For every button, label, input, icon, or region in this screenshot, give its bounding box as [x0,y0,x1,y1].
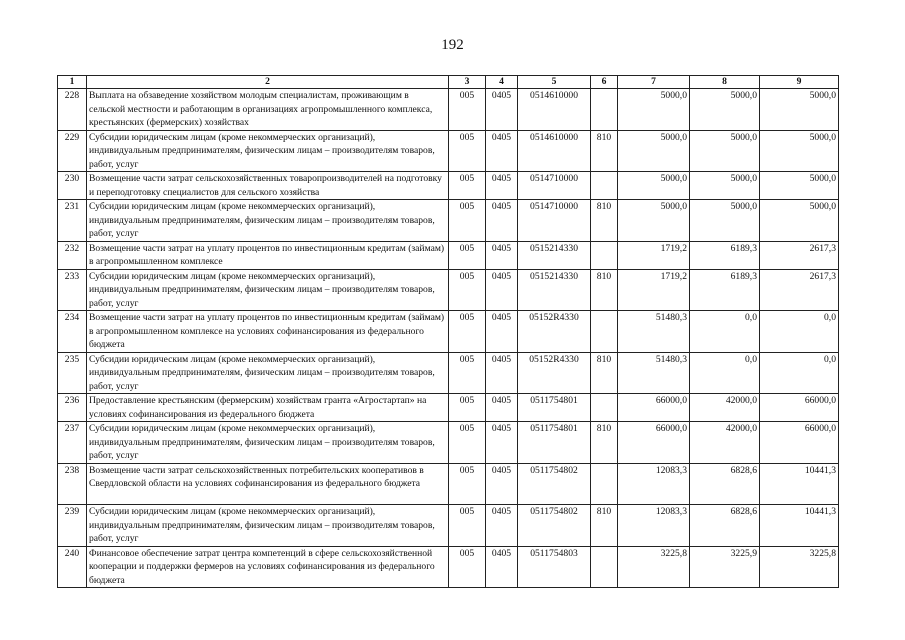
target-article-cell: 0511754802 [518,505,591,547]
section-code-cell: 0405 [486,89,518,131]
column-header-9: 9 [760,76,839,89]
table-row [58,394,839,422]
amount-col7-cell: 5000,0 [618,200,690,242]
amount-col7-cell: 12083,3 [618,463,690,505]
table-row [58,311,839,353]
amount-col7-cell: 1719,2 [618,241,690,269]
amount-col8-cell: 6828,6 [690,505,760,547]
amount-col7-cell: 66000,0 [618,422,690,464]
row-number-cell: 231 [58,200,87,242]
row-number-cell: 235 [58,352,87,394]
ministry-code-cell: 005 [449,352,486,394]
table-row [58,269,839,311]
table-row [58,422,839,464]
expenditure-name-cell: Финансовое обеспечение затрат центра компетенций в сфере сельскохозяйственной кооперации и поддержки фермеров на условиях софинансирования из федерального бюджета [87,546,449,588]
expenditure-name-cell: Возмещение части затрат сельскохозяйственных потребительских кооперативов в Свердловской области на условиях софинансирования из федерального бюджета [87,463,449,505]
expenditure-name-cell: Возмещение части затрат сельскохозяйственных товаропроизводителей на подготовку и переподготовку специалистов для сельского хозяйства [87,172,449,200]
amount-col7-cell: 5000,0 [618,89,690,131]
section-code-cell: 0405 [486,546,518,588]
expense-type-cell: 810 [591,200,618,242]
table-row [58,463,839,505]
expense-type-cell [591,463,618,505]
amount-col8-cell: 5000,0 [690,130,760,172]
section-code-cell: 0405 [486,352,518,394]
table-row [58,200,839,242]
amount-col8-cell: 0,0 [690,311,760,353]
expense-type-cell [591,89,618,131]
row-number-cell: 228 [58,89,87,131]
amount-col9-cell: 66000,0 [760,422,839,464]
target-article-cell: 05152R4330 [518,311,591,353]
table-header-row [58,76,839,89]
ministry-code-cell: 005 [449,241,486,269]
section-code-cell: 0405 [486,200,518,242]
amount-col9-cell: 2617,3 [760,269,839,311]
table-row [58,546,839,588]
target-article-cell: 0515214330 [518,269,591,311]
amount-col7-cell: 3225,8 [618,546,690,588]
amount-col8-cell: 0,0 [690,352,760,394]
column-header-2: 2 [87,76,449,89]
target-article-cell: 0514610000 [518,130,591,172]
amount-col7-cell: 51480,3 [618,311,690,353]
section-code-cell: 0405 [486,269,518,311]
ministry-code-cell: 005 [449,463,486,505]
expenditure-name-cell: Возмещение части затрат на уплату процентов по инвестиционным кредитам (займам) в агропромышленном комплексе на условиях софинансирования из федерального бюджета [87,311,449,353]
amount-col7-cell: 66000,0 [618,394,690,422]
row-number-cell: 229 [58,130,87,172]
amount-col9-cell: 5000,0 [760,130,839,172]
target-article-cell: 05152R4330 [518,352,591,394]
section-code-cell: 0405 [486,505,518,547]
amount-col9-cell: 0,0 [760,311,839,353]
amount-col8-cell: 6828,6 [690,463,760,505]
target-article-cell: 0514610000 [518,89,591,131]
expenditure-name-cell: Субсидии юридическим лицам (кроме некоммерческих организаций), индивидуальным предпринимателям, физическим лицам – производителям товаров, работ, услуг [87,505,449,547]
expenditure-name-cell: Возмещение части затрат на уплату процентов по инвестиционным кредитам (займам) в агропромышленном комплексе [87,241,449,269]
expenditure-name-cell: Субсидии юридическим лицам (кроме некоммерческих организаций), индивидуальным предпринимателям, физическим лицам – производителям товаров, работ, услуг [87,422,449,464]
amount-col8-cell: 42000,0 [690,422,760,464]
ministry-code-cell: 005 [449,546,486,588]
row-number-cell: 239 [58,505,87,547]
ministry-code-cell: 005 [449,130,486,172]
expense-type-cell: 810 [591,130,618,172]
section-code-cell: 0405 [486,130,518,172]
row-number-cell: 238 [58,463,87,505]
column-header-6: 6 [591,76,618,89]
section-code-cell: 0405 [486,311,518,353]
amount-col8-cell: 5000,0 [690,172,760,200]
amount-col9-cell: 66000,0 [760,394,839,422]
ministry-code-cell: 005 [449,89,486,131]
amount-col9-cell: 10441,3 [760,463,839,505]
target-article-cell: 0511754802 [518,463,591,505]
row-number-cell: 234 [58,311,87,353]
table-row [58,352,839,394]
amount-col9-cell: 3225,8 [760,546,839,588]
table-row [58,89,839,131]
expense-type-cell [591,311,618,353]
column-header-7: 7 [618,76,690,89]
target-article-cell: 0511754801 [518,394,591,422]
expenditure-name-cell: Субсидии юридическим лицам (кроме некоммерческих организаций), индивидуальным предпринимателям, физическим лицам – производителям товаров, работ, услуг [87,200,449,242]
amount-col8-cell: 42000,0 [690,394,760,422]
expense-type-cell: 810 [591,352,618,394]
amount-col8-cell: 5000,0 [690,200,760,242]
expense-type-cell [591,546,618,588]
column-header-4: 4 [486,76,518,89]
target-article-cell: 0514710000 [518,172,591,200]
target-article-cell: 0511754803 [518,546,591,588]
section-code-cell: 0405 [486,463,518,505]
expenditure-name-cell: Предоставление крестьянским (фермерским) хозяйствам гранта «Агростартап» на условиях софинансирования из федерального бюджета [87,394,449,422]
expenditure-name-cell: Субсидии юридическим лицам (кроме некоммерческих организаций), индивидуальным предпринимателям, физическим лицам – производителям товаров, работ, услуг [87,130,449,172]
table-row [58,172,839,200]
section-code-cell: 0405 [486,172,518,200]
row-number-cell: 237 [58,422,87,464]
row-number-cell: 236 [58,394,87,422]
ministry-code-cell: 005 [449,200,486,242]
amount-col8-cell: 6189,3 [690,241,760,269]
column-header-3: 3 [449,76,486,89]
table-row [58,505,839,547]
expense-type-cell [591,241,618,269]
row-number-cell: 233 [58,269,87,311]
budget-table [57,75,839,588]
amount-col9-cell: 10441,3 [760,505,839,547]
table-row [58,130,839,172]
ministry-code-cell: 005 [449,505,486,547]
expense-type-cell: 810 [591,422,618,464]
row-number-cell: 230 [58,172,87,200]
amount-col9-cell: 5000,0 [760,200,839,242]
column-header-1: 1 [58,76,87,89]
column-header-8: 8 [690,76,760,89]
section-code-cell: 0405 [486,241,518,269]
section-code-cell: 0405 [486,394,518,422]
amount-col7-cell: 51480,3 [618,352,690,394]
amount-col8-cell: 3225,9 [690,546,760,588]
expense-type-cell: 810 [591,505,618,547]
table-body [58,89,839,588]
expenditure-name-cell: Выплата на обзаведение хозяйством молодым специалистам, проживающим в сельской местности и работающим в организациях агропромышленного комплекса, крестьянских (фермерских) хозяйствах [87,89,449,131]
target-article-cell: 0514710000 [518,200,591,242]
expense-type-cell [591,172,618,200]
amount-col9-cell: 5000,0 [760,172,839,200]
ministry-code-cell: 005 [449,422,486,464]
row-number-cell: 232 [58,241,87,269]
amount-col8-cell: 6189,3 [690,269,760,311]
expenditure-name-cell: Субсидии юридическим лицам (кроме некоммерческих организаций), индивидуальным предпринимателям, физическим лицам – производителям товаров, работ, услуг [87,269,449,311]
expense-type-cell: 810 [591,269,618,311]
section-code-cell: 0405 [486,422,518,464]
amount-col7-cell: 5000,0 [618,172,690,200]
table-row [58,241,839,269]
amount-col9-cell: 0,0 [760,352,839,394]
page-number: 192 [441,37,464,53]
row-number-cell: 240 [58,546,87,588]
target-article-cell: 0515214330 [518,241,591,269]
ministry-code-cell: 005 [449,394,486,422]
amount-col8-cell: 5000,0 [690,89,760,131]
amount-col9-cell: 2617,3 [760,241,839,269]
amount-col9-cell: 5000,0 [760,89,839,131]
amount-col7-cell: 5000,0 [618,130,690,172]
target-article-cell: 0511754801 [518,422,591,464]
amount-col7-cell: 1719,2 [618,269,690,311]
expense-type-cell [591,394,618,422]
column-header-5: 5 [518,76,591,89]
ministry-code-cell: 005 [449,269,486,311]
ministry-code-cell: 005 [449,172,486,200]
expenditure-name-cell: Субсидии юридическим лицам (кроме некоммерческих организаций), индивидуальным предпринимателям, физическим лицам – производителям товаров, работ, услуг [87,352,449,394]
amount-col7-cell: 12083,3 [618,505,690,547]
ministry-code-cell: 005 [449,311,486,353]
